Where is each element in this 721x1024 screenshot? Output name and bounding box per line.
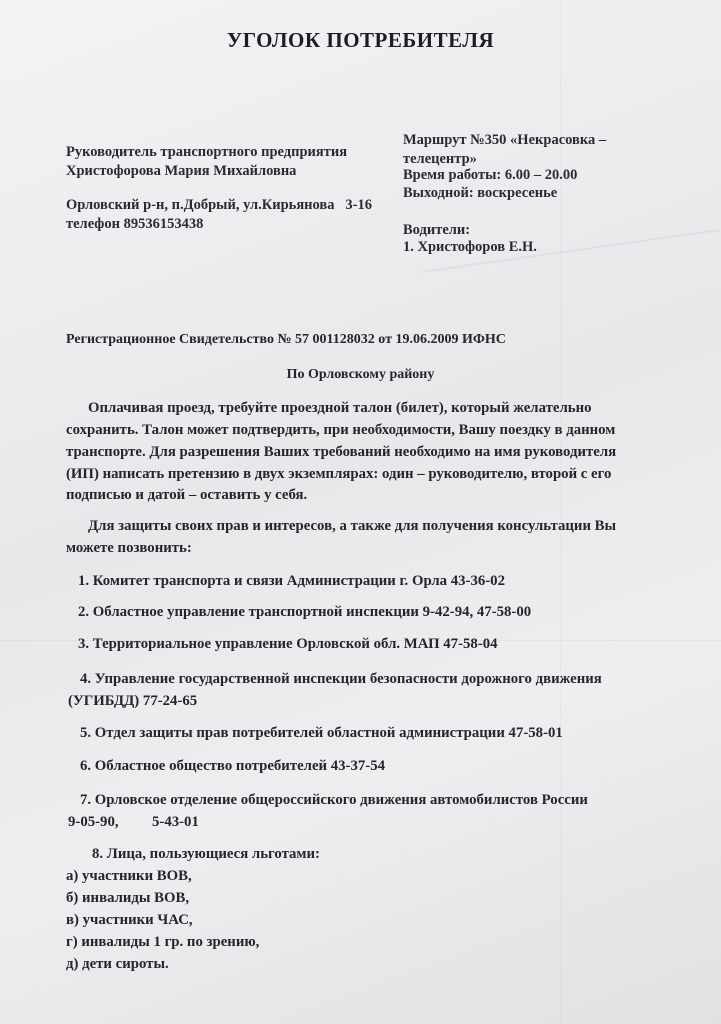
paragraph1-line: подписью и датой – оставить у себя.: [66, 487, 308, 503]
contact-item-7-phone-b: 5-43-01: [152, 814, 199, 830]
registration-district: По Орловскому району: [286, 367, 435, 382]
page-title: УГОЛОК ПОТРЕБИТЕЛЯ: [226, 28, 495, 52]
contact-item-4: 4. Управление государственной инспекции безопасности дорожного движения: [80, 671, 602, 687]
drivers-label: Водители:: [403, 222, 471, 238]
work-hours: Время работы: 6.00 – 20.00: [403, 167, 578, 183]
paragraph1-line: транспорте. Для разрешения Ваших требований необходимо на имя руководителя: [66, 444, 617, 460]
contact-item-3: 3. Территориальное управление Орловской обл. МАП 47-58-04: [78, 636, 498, 652]
contact-item-7: 7. Орловское отделение общероссийского движения автомобилистов России: [80, 792, 588, 808]
contact-item-7-phone-a: 9-05-90,: [68, 814, 119, 830]
manager-address: Орловский р-н, п.Добрый, ул.Кирьянова 3-16: [66, 197, 372, 213]
paragraph1-line: сохранить. Талон может подтвердить, при необходимости, Вашу поездку в данном: [66, 422, 616, 438]
benefit-item: в) участники ЧАС,: [66, 912, 193, 928]
paper-crease: [560, 0, 561, 1024]
benefit-item: а) участники ВОВ,: [66, 868, 192, 884]
contact-item-6: 6. Областное общество потребителей 43-37-54: [80, 758, 385, 774]
benefit-item: б) инвалиды ВОВ,: [66, 890, 190, 906]
registration-line: Регистрационное Свидетельство № 57 001128032 от 19.06.2009 ИФНС: [66, 332, 506, 347]
paragraph2-line: можете позвонить:: [66, 540, 192, 556]
paragraph2-line: Для защиты своих прав и интересов, а также для получения консультации Вы: [88, 518, 617, 534]
contact-item-2: 2. Областное управление транспортной инспекции 9-42-94, 47-58-00: [78, 604, 532, 620]
driver-1: 1. Христофоров Е.Н.: [403, 239, 537, 255]
paragraph1-line: (ИП) написать претензию в двух экземплярах: один – руководителю, второй с его: [66, 466, 612, 482]
benefits-heading: 8. Лица, пользующиеся льготами:: [92, 846, 320, 862]
manager-name: Христофорова Мария Михайловна: [66, 163, 297, 179]
route-line-1: Маршрут №350 «Некрасовка –: [403, 132, 607, 148]
contact-item-5: 5. Отдел защиты прав потребителей областной администрации 47-58-01: [80, 725, 563, 741]
paragraph1-line: Оплачивая проезд, требуйте проездной талон (билет), который желательно: [88, 400, 592, 416]
manager-position: Руководитель транспортного предприятия: [66, 144, 348, 160]
benefit-item: д) дети сироты.: [66, 956, 169, 972]
contact-item-1: 1. Комитет транспорта и связи Администрации г. Орла 43-36-02: [78, 573, 505, 589]
benefit-item: г) инвалиды 1 гр. по зрению,: [66, 934, 260, 950]
route-line-2: телецентр»: [403, 151, 477, 167]
day-off: Выходной: воскресенье: [403, 185, 558, 201]
contact-item-4-cont: (УГИБДД) 77-24-65: [68, 693, 198, 709]
manager-phone: телефон 89536153438: [66, 216, 204, 232]
